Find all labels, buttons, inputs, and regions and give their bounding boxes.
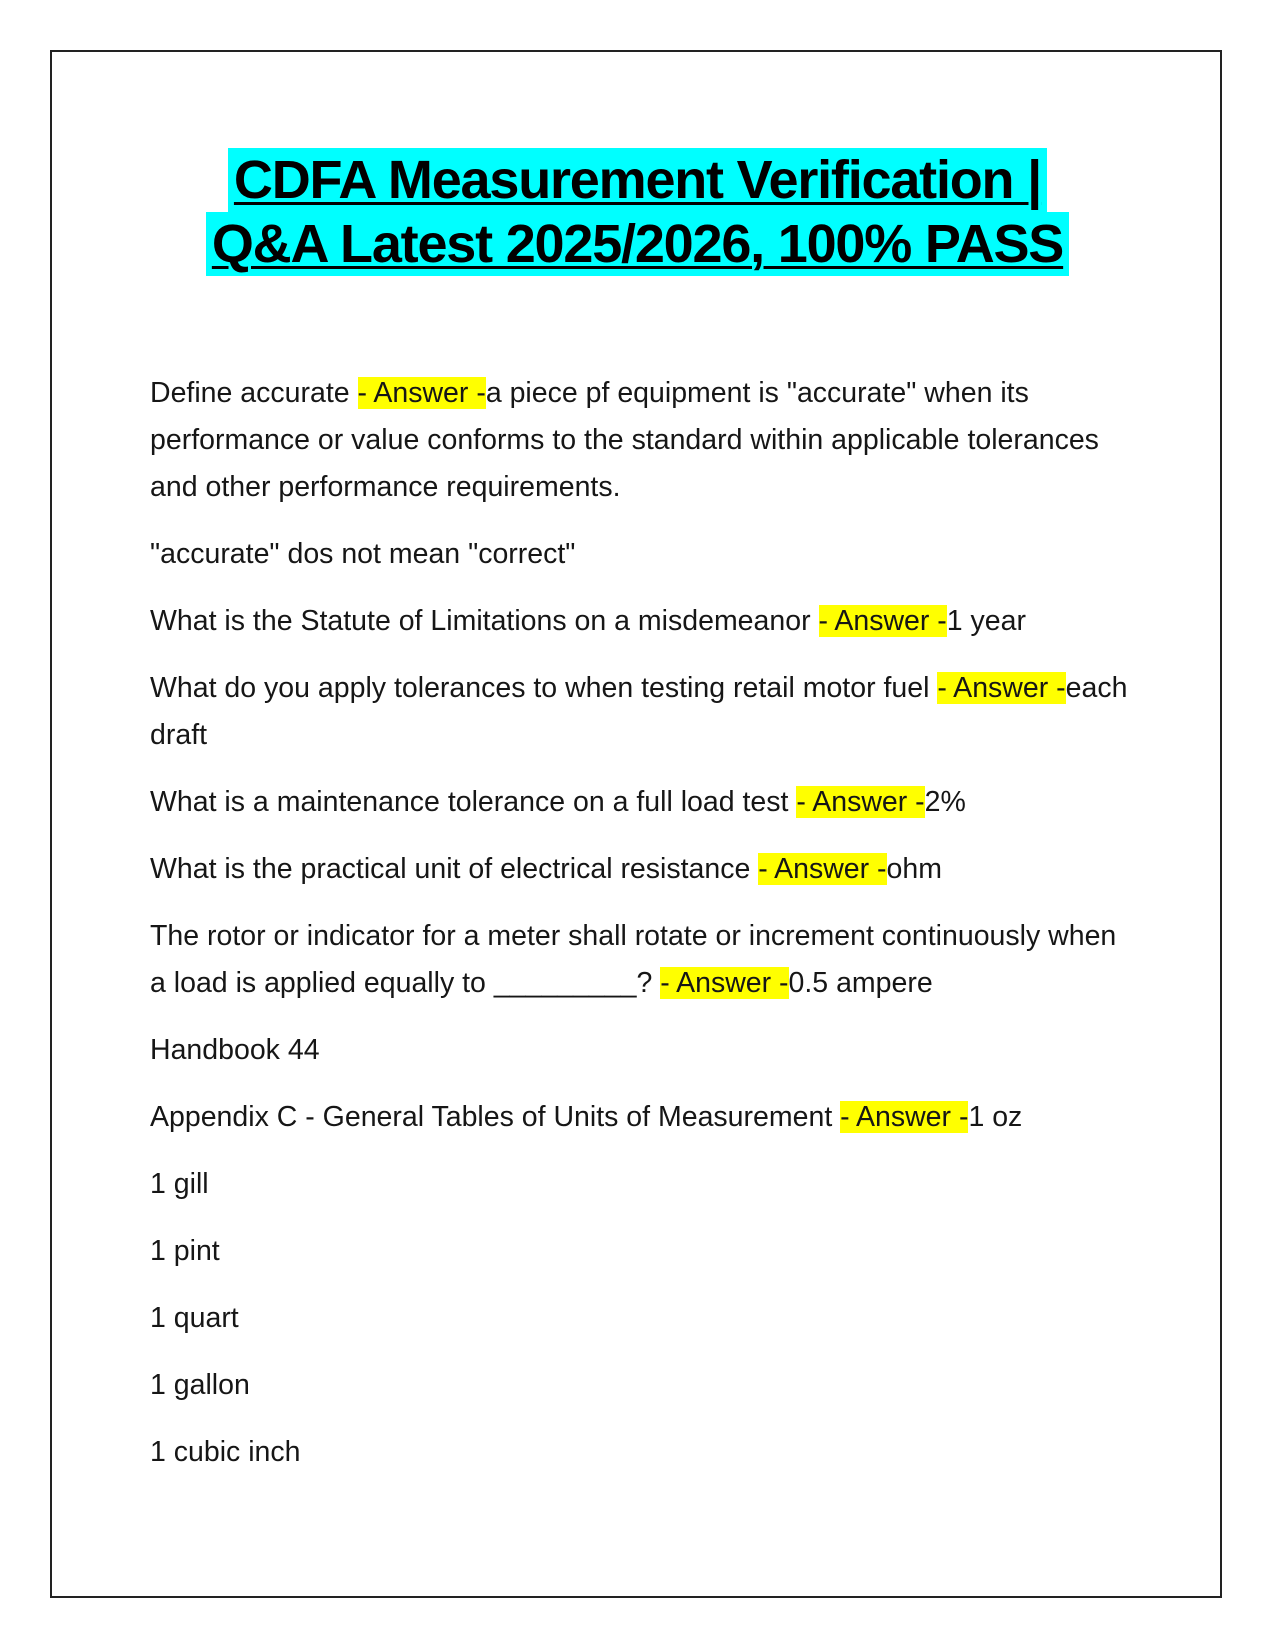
qa-entry xyxy=(150,370,1140,511)
qa-entry xyxy=(150,598,1140,645)
unit-text: 1 cubic inch xyxy=(150,1436,301,1468)
qa-entry xyxy=(150,1094,1140,1141)
question-text: What is a maintenance tolerance on a full load test xyxy=(150,786,797,818)
document-title xyxy=(50,148,1225,276)
question-text: What do you apply tolerances to when testing retail motor fuel xyxy=(150,672,938,704)
question-text: Appendix C - General Tables of Units of Measurement xyxy=(150,1101,841,1133)
question-text: What is the practical unit of electrical resistance xyxy=(150,853,759,885)
unit-line xyxy=(150,1161,1140,1208)
unit-text: 1 pint xyxy=(150,1235,220,1267)
answer-text: each draft xyxy=(150,672,1128,751)
answer-marker: - Answer - xyxy=(937,672,1066,704)
question-text: Define accurate xyxy=(150,377,358,409)
unit-line xyxy=(150,1362,1140,1409)
note-line xyxy=(150,531,1140,578)
answer-text: ohm xyxy=(886,853,942,885)
answer-marker: - Answer - xyxy=(818,605,947,637)
question-text: What is the Statute of Limitations on a misdemeanor xyxy=(150,605,819,637)
answer-text: a piece pf equipment is "accurate" when its performance or value conforms to the standard within applicable tolerances and other performance requirements. xyxy=(150,377,1099,503)
qa-entry xyxy=(150,665,1140,759)
unit-text: 1 gallon xyxy=(150,1369,250,1401)
note-text: "accurate" dos not mean "correct" xyxy=(150,538,576,570)
note-text: Handbook 44 xyxy=(150,1034,320,1066)
answer-text: 1 oz xyxy=(968,1101,1023,1133)
answer-marker: - Answer - xyxy=(840,1101,969,1133)
qa-list xyxy=(150,370,1140,1496)
title-line-1: CDFA Measurement Verification | xyxy=(228,148,1047,212)
unit-line xyxy=(150,1429,1140,1476)
answer-text: 0.5 ampere xyxy=(788,967,933,999)
answer-marker: - Answer - xyxy=(758,853,887,885)
answer-marker: - Answer - xyxy=(796,786,925,818)
qa-entry xyxy=(150,913,1140,1007)
answer-text: 1 year xyxy=(946,605,1026,637)
answer-marker: - Answer - xyxy=(357,377,486,409)
qa-entry xyxy=(150,779,1140,826)
title-line-2: Q&A Latest 2025/2026, 100% PASS xyxy=(206,212,1069,276)
unit-text: 1 gill xyxy=(150,1168,209,1200)
unit-line xyxy=(150,1228,1140,1275)
unit-text: 1 quart xyxy=(150,1302,239,1334)
answer-marker: - Answer - xyxy=(660,967,789,999)
answer-text: 2% xyxy=(924,786,966,818)
qa-entry xyxy=(150,846,1140,893)
note-line xyxy=(150,1027,1140,1074)
unit-line xyxy=(150,1295,1140,1342)
question-text: The rotor or indicator for a meter shall rotate or increment continuously when a load is applied equally to _________? xyxy=(150,920,1117,999)
